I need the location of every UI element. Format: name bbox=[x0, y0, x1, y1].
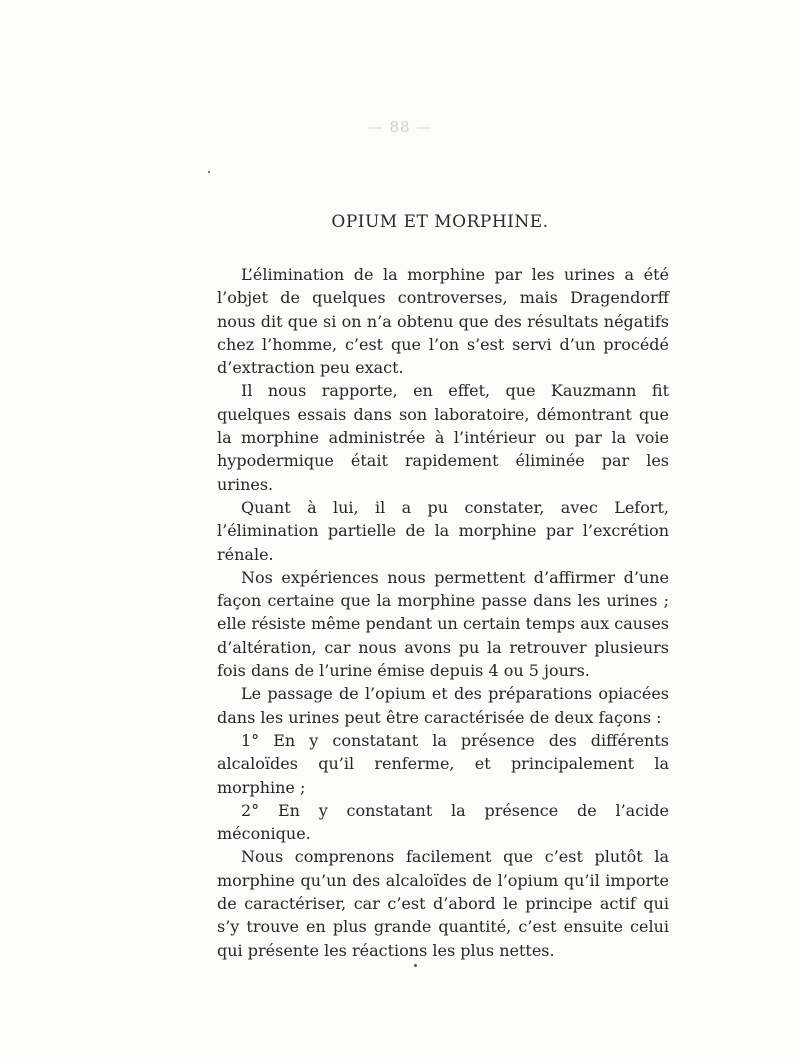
paragraph: Le passage de l’opium et des préparations opiacées dans les urines peut être caractérisée de deux façons : bbox=[217, 684, 669, 727]
paragraph: Nous comprenons facilement que c’est plutôt la morphine qu’un des alcaloïdes de l’opium qu’il importe de caractériser, car c’est d’abord le principe actif qui s’y trouve en plus grande quantité, c’est ensuite celui qui présente les réactions les plus nettes. bbox=[217, 847, 669, 960]
paragraph: Il nous rapporte, en effet, que Kauzmann fit quelques essais dans son laboratoire, démontrant que la morphine administrée à l’intérieur ou par la voie hypodermique était rapidement éliminée par les urines. bbox=[217, 381, 669, 494]
paragraph: 2° En y constatant la présence de l’acide méconique. bbox=[217, 800, 669, 844]
paragraph: Quant à lui, il a pu constater, avec Lefort, l’élimination partielle de la morphine par l’excrétion rénale. bbox=[217, 497, 669, 564]
ink-speck bbox=[208, 171, 210, 173]
page-number: — 88 — bbox=[367, 118, 433, 136]
section-title: OPIUM ET MORPHINE. bbox=[331, 212, 549, 232]
paragraph: 1° En y constatant la présence des différents alcaloïdes qu’il renferme, et principalement la morphine ; bbox=[217, 730, 669, 797]
paragraph: Nos expériences nous permettent d’affirmer d’une façon certaine que la morphine passe dans les urines ; elle résiste même pendant un certain temps aux causes d’altération, car nous avons pu la retrouver plusieurs fois dans de l’urine émise depuis 4 ou 5 jours. bbox=[217, 567, 669, 681]
body-text bbox=[217, 263, 669, 962]
ink-speck bbox=[414, 964, 417, 967]
paragraph: L’élimination de la morphine par les urines a été l’objet de quelques controverses, mais Dragendorff nous dit que si on n’a obtenu que des résultats négatifs chez l’homme, c’est que l’on s’est servi d’un procédé d’extraction peu exact. bbox=[217, 265, 669, 378]
